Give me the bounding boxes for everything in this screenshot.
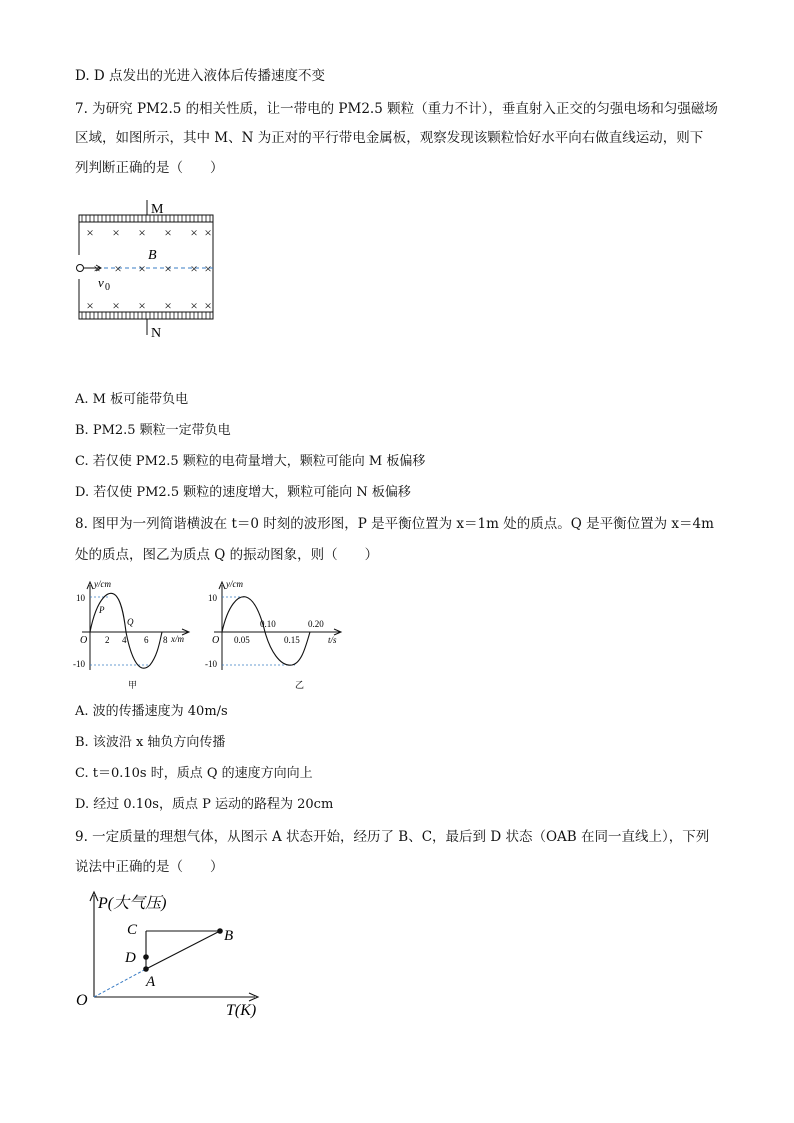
graph-b-tick-005: 0.05 — [234, 635, 250, 645]
graph-a-label-p: P — [99, 605, 105, 615]
q7-option-a: A. M 板可能带负电 — [75, 392, 189, 407]
label-n: N — [151, 326, 162, 341]
field-cross-icon: × — [164, 298, 172, 313]
label-v: v — [98, 275, 104, 290]
graph-b-caption: 乙 — [295, 680, 305, 690]
field-cross-icon: × — [204, 225, 212, 240]
graph-a-ybottom: -10 — [73, 659, 85, 669]
q9-point-d — [143, 954, 149, 960]
graph-b-ytop: 10 — [208, 593, 217, 603]
field-cross-icon: × — [112, 225, 120, 240]
q9-stem-line2: 说法中正确的是（ ） — [75, 859, 224, 875]
q8-option-c: C. t＝0.10s 时，质点 Q 的速度方向向上 — [75, 766, 313, 781]
field-cross-icon: × — [112, 298, 120, 313]
label-v-sub: 0 — [105, 282, 110, 293]
graph-b-xlabel: t/s — [328, 635, 337, 645]
graph-a-tick-2: 2 — [105, 635, 110, 645]
particle — [77, 265, 84, 272]
graph-a-tick-6: 6 — [144, 635, 149, 645]
graph-a-ytop: 10 — [76, 593, 85, 603]
q7-stem-line1: 7. 为研究 PM2.5 的相关性质，让一带电的 PM2.5 颗粒（重力不计），垂直射入正交的匀强电场和匀强磁场 — [75, 101, 718, 117]
plate-n — [79, 312, 213, 319]
label-b: B — [148, 248, 157, 263]
plate-m — [79, 215, 213, 222]
field-cross-icon: × — [164, 225, 172, 240]
graph-b-ybottom: -10 — [205, 659, 217, 669]
q9-pt-diagram — [70, 885, 280, 1025]
q8-wave-graph — [70, 575, 195, 695]
field-cross-icon: × — [138, 225, 146, 240]
field-cross-icon: × — [114, 261, 122, 276]
q9-label-b: B — [224, 928, 234, 944]
q6-option-d: D. D 点发出的光进入液体后传播速度不变 — [75, 68, 326, 84]
field-cross-icon: × — [164, 261, 172, 276]
q9-label-d: D — [125, 950, 136, 966]
q8-option-a: A. 波的传播速度为 40m/s — [75, 704, 228, 719]
q7-field-figure — [70, 195, 230, 345]
label-m: M — [151, 202, 164, 217]
field-cross-icon: × — [190, 261, 198, 276]
field-cross-icon: × — [93, 261, 101, 276]
q7-option-d: D. 若仅使 PM2.5 颗粒的速度增大，颗粒可能向 N 板偏移 — [75, 485, 411, 500]
q7-option-b: B. PM2.5 颗粒一定带负电 — [75, 423, 231, 438]
q8-option-d: D. 经过 0.10s，质点 P 运动的路程为 20cm — [75, 797, 334, 812]
graph-a-label-q: Q — [127, 617, 134, 627]
graph-a-tick-4: 4 — [122, 635, 127, 645]
graph-b-ylabel: y/cm — [226, 579, 243, 589]
field-cross-icon: × — [204, 298, 212, 313]
field-cross-icon: × — [190, 225, 198, 240]
q7-option-c: C. 若仅使 PM2.5 颗粒的电荷量增大，颗粒可能向 M 板偏移 — [75, 454, 426, 469]
q8-vibration-graph — [200, 575, 350, 695]
field-cross-icon: × — [204, 261, 212, 276]
q9-label-a: A — [146, 974, 156, 990]
field-cross-icon: × — [138, 298, 146, 313]
graph-a-xlabel: x/m — [171, 634, 184, 644]
q9-point-a — [143, 966, 149, 972]
q7-stem-line3: 列判断正确的是（ ） — [75, 160, 224, 176]
q9-point-b — [217, 928, 223, 934]
q9-xlabel: T(K) — [226, 1002, 257, 1019]
graph-a-origin: O — [80, 635, 88, 646]
graph-b-tick-010: 0.10 — [260, 619, 276, 629]
q8-stem-line2: 处的质点，图乙为质点 Q 的振动图象，则（ ） — [75, 547, 379, 563]
field-cross-icon: × — [86, 225, 94, 240]
field-cross-icon: × — [138, 261, 146, 276]
q9-origin: O — [76, 992, 88, 1009]
q9-ylabel: P(大气压) — [98, 895, 167, 912]
q7-stem-line2: 区域，如图所示，其中 M、N 为正对的平行带电金属板，观察发现该颗粒恰好水平向右做直线运动，则下 — [75, 130, 704, 146]
graph-b-origin: O — [212, 635, 220, 646]
graph-a-tick-8: 8 — [163, 635, 168, 645]
q8-option-b: B. 该波沿 x 轴负方向传播 — [75, 735, 226, 750]
q9-stem-line1: 9. 一定质量的理想气体，从图示 A 状态开始，经历了 B、C，最后到 D 状态（OAB 在同一直线上），下列 — [75, 829, 710, 845]
graph-b-tick-020: 0.20 — [308, 619, 324, 629]
graph-a-ylabel: y/cm — [94, 579, 111, 589]
field-cross-icon: × — [86, 298, 94, 313]
graph-b-tick-015: 0.15 — [284, 635, 300, 645]
graph-a-caption: 甲 — [128, 680, 138, 690]
q9-label-c: C — [127, 922, 138, 938]
q8-stem-line1: 8. 图甲为一列简谐横波在 t＝0 时刻的波形图，P 是平衡位置为 x＝1m 处的质点。Q 是平衡位置为 x＝4m — [75, 516, 714, 532]
field-cross-icon: × — [190, 298, 198, 313]
